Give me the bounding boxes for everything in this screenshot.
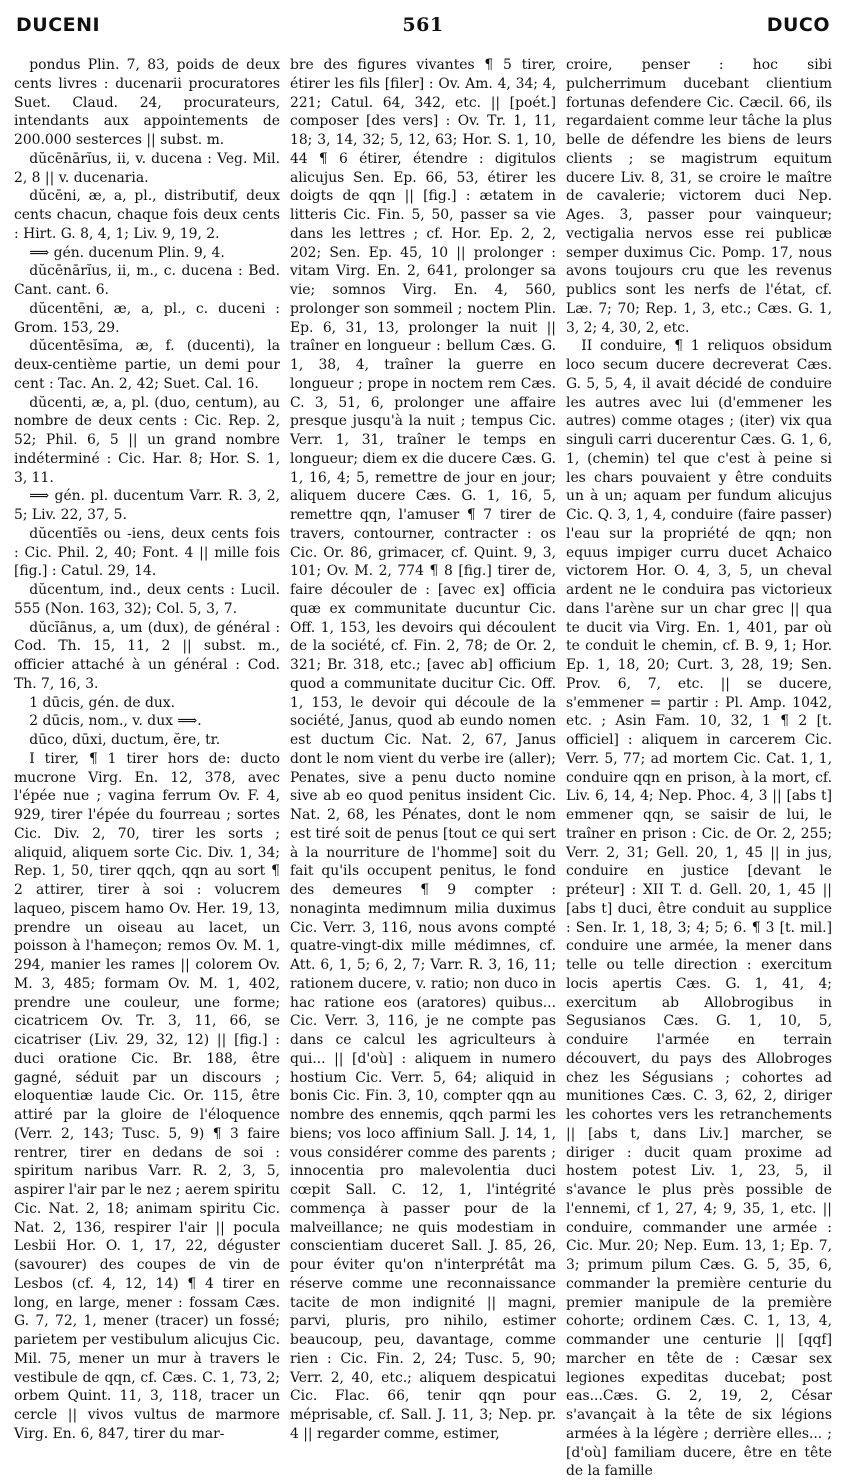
dictionary-entry: dŭcentēsĭma, æ, f. (ducenti), la deux-centième partie, un demi pour cent : Tac. An. 2, 42; Suet. Cal. 16.: [14, 338, 280, 392]
dictionary-entry: dŭcēni, æ, a, pl., distributif, deux cents chacun, chaque fois deux cents : Hirt. G. 8, 4, 1; Liv. 9, 19, 2.: [14, 188, 280, 242]
page-number: 561: [402, 14, 444, 36]
dictionary-entry: dŭcēnārĭus, ii, m., c. ducena : Bed. Cant. cant. 6.: [14, 263, 280, 298]
dictionary-entry: dŭcentĭēs ou -iens, deux cents fois : Cic. Phil. 2, 40; Font. 4 || mille fois [fig.] : Catul. 29, 14.: [14, 525, 280, 580]
dictionary-columns: [14, 56, 832, 1480]
dictionary-entry: ⟹ gén. pl. ducentum Varr. R. 3, 2, 5; Liv. 22, 37, 5.: [14, 488, 280, 523]
dictionary-entry: II conduire, ¶ 1 reliquos obsidum loco secum ducere decreverat Cæs. G. 5, 5, 4, il avait décidé de conduire les autres avec lui (d'emmener les autres) comme otages ; (iter) vix qua singuli carri ducerentur Cæs. G. 1, 6, 1, (chemin) tel que c'est à peine si les chars pouvaient y être conduits un à un; aquam per fundum alicujus Cic. Q. 3, 1, 4, conduire (faire passer) l'eau sur la propriété de qqn; non equus impiger curru ducet Achaico victorem Hor. O. 4, 3, 5, un cheval ardent ne le conduira pas victorieux dans l'arène sur un char grec || qua te ducit via Virg. En. 1, 401, par où te conduit le chemin, cf. B. 9, 1; Hor. Ep. 1, 18, 20; Curt. 3, 28, 19; Sen. Prov. 6, 7, etc. || se ducere, s'emmener = partir : Pl. Amp. 1042, etc. ; Asin Fam. 10, 32, 1 ¶ 2 [t. officiel] : aliquem in carcerem Cic. Verr. 5, 77; ad mortem Cic. Cat. 1, 1, conduire qqn en prison, à la mort, cf. Liv. 6, 14, 4; Nep. Phoc. 4, 3 || [abs t] emmener qqn, se saisir de lui, le traîner en prison : Cic. de Or. 2, 255; Verr. 2, 31; Gell. 20, 1, 45 || in jus, conduire en justice [devant le préteur] : XII T. d. Gell. 20, 1, 45 || [abs t] duci, être conduit au supplice : Sen. Ir. 1, 18, 3; 4; 5; 6. ¶ 3 [t. mil.] conduire une armée, la mener dans telle ou telle direction : exercitum locis apertis Cæs. G. 1, 41, 4; exercitum ab Allobrogibus in Segusianos Cæs. G. 1, 10, 5, conduire l'armée en terrain découvert, du pays des Allobroges chez les Ségusians ; cohortes ad munitiones Cæs. C. 3, 62, 2, diriger les cohortes vers les retranchements || [abs t, dans Liv.] marcher, se diriger : ducit quam proxime ad hostem potest Liv. 1, 23, 5, il s'avance le plus près possible de l'ennemi, cf 1, 27, 4; 9, 35, 1, etc. || conduire, commander une armée : Cic. Mur. 20; Nep. Eum. 13, 1; Ep. 7, 3; primum pilum Cæs. G. 5, 35, 6, commander la première centurie du premier manipule de la première cohorte; ordinem Cæs. C. 1, 13, 4, commander une centurie || [qqf] marcher en tête de : Cæsar sex legiones expeditas ducebat; post eas...Cæs. G. 2, 19, 2, César s'avançait à la tête de six légions armées à la légère ; derrière elles... ; [d'où] familiam ducere, être en tête de la famille: [566, 338, 832, 1480]
dictionary-entry: 2 dūcis, nom., v. dux ⟹.: [29, 713, 202, 730]
column-middle: [290, 56, 556, 1442]
dictionary-entry: dŭcenti, æ, a, pl. (duo, centum), au nombre de deux cents : Cic. Rep. 2, 52; Phil. 6, 5 || un grand nombre indéterminé : Cic. Har. 8; Hor. S. 1, 3, 11.: [14, 394, 280, 486]
column-right: [566, 56, 832, 1480]
dictionary-entry: dūco, dūxi, ductum, ĕre, tr.: [29, 732, 221, 748]
dictionary-entry: I tirer, ¶ 1 tirer hors de: ducto mucrone Virg. En. 12, 378, avec l'épée nue ; vagina ferrum Ov. F. 4, 929, tirer l'épée du fourreau ; sortes Cic. Div. 2, 70, tirer les sorts ; aliquid, aliquem sorte Cic. Div. 1, 34; Rep. 1, 50, tirer qqch, qqn au sort ¶ 2 attirer, tirer à soi : volucrem laqueo, piscem hamo Ov. Her. 19, 13, prendre un oiseau au lacet, un poisson à l'hameçon; remos Ov. M. 1, 294, manier les rames || colorem Ov. M. 3, 485; formam Ov. M. 1, 402, prendre une couleur, une forme; cicatricem Ov. Tr. 3, 11, 66, se cicatriser (Liv. 29, 32, 12) || [fig.] : duci oratione Cic. Br. 188, être gagné, séduit par un discours ; eloquentiæ laude Cic. Or. 115, être attiré par la gloire de l'éloquence (Verr. 2, 143; Tusc. 5, 9) ¶ 3 faire rentrer, tirer en dedans de soi : spiritum naribus Varr. R. 2, 3, 5, aspirer l'air par le nez ; aerem spiritu Cic. Nat. 2, 18; animam spiritu Cic. Nat. 2, 136, respirer l'air || pocula Lesbii Hor. O. 1, 17, 22, déguster (savourer) des coupes de vin de Lesbos (cf. 4, 12, 14) ¶ 4 tirer en long, en large, mener : fossam Cæs. G. 7, 72, 1, mener (tracer) un fossé; parietem per vestibulum alicujus Cic. Mil. 75, mener un mur à travers le vestibule de qqn, cf. Cæs. C. 1, 73, 2; orbem Quint. 11, 3, 118, tracer un cercle || vivos vultus de marmore Virg. En. 6, 847, tirer du mar-: [14, 750, 280, 1442]
running-header: [0, 14, 846, 48]
dictionary-entry: croire, penser : hoc sibi pulcherrimum ducebant clientium fortunas defendere Cic. Cæcil. 66, ils regardaient comme leur tâche la plus belle de défendre les biens de leurs clients ; se magistrum equitum ducere Liv. 8, 31, se croire le maître de cavalerie; victorem duci Nep. Ages. 3, passer pour vainqueur; vectigalia nervos esse rei publicæ semper duximus Cic. Pomp. 17, nous avons toujours cru que les revenus publics sont les nerfs de l'état, cf. Læ. 7; 70; Rep. 1, 3, etc.; Cæs. G. 1, 3, 2; 4, 30, 2, etc.: [566, 57, 832, 336]
header-left-guideword: DUCENI: [16, 14, 101, 36]
dictionary-entry: dŭcentēni, æ, a, pl., c. duceni : Grom. 153, 29.: [14, 300, 280, 336]
column-left: [14, 56, 280, 1442]
dictionary-entry: bre des figures vivantes ¶ 5 tirer, étirer les fils [filer] : Ov. Am. 4, 34; 4, 221; Catul. 64, 342, etc. || [poét.] composer [des vers] : Ov. Tr. 1, 11, 18; 3, 14, 32; 5, 12, 63; Hor. S. 1, 10, 44 ¶ 6 étirer, étendre : digitulos alicujus Sen. Ep. 66, 53, étirer les doigts de qqn || [fig.] : ætatem in litteris Cic. Fin. 5, 50, passer sa vie dans les lettres ; cf. Hor. Ep. 2, 2, 202; Sen. Ep. 45, 10 || prolonger : vitam Virg. En. 2, 641, prolonger sa vie; somnos Virg. En. 4, 560, prolonger son sommeil ; noctem Plin. Ep. 6, 31, 13, prolonger la nuit || traîner en longueur : bellum Cæs. G. 1, 38, 4, traîner la guerre en longueur ; prope in noctem rem Cæs. C. 3, 51, 6, prolonger une affaire presque jusqu'à la nuit ; tempus Cic. Verr. 1, 31, traîner le temps en longueur; diem ex die ducere Cæs. G. 1, 16, 4; 5, remettre de jour en jour; aliquem ducere Cæs. G. 1, 16, 5, remettre qqn, l'amuser ¶ 7 tirer de travers, contourner, contracter : os Cic. Or. 86, grimacer, cf. Quint. 9, 3, 101; Ov. M. 2, 774 ¶ 8 [fig.] tirer de, faire découler de : [avec ex] officia quæ ex communitate ducuntur Cic. Off. 1, 153, les devoirs qui découlent de la société, cf. Fin. 2, 78; de Or. 2, 321; Br. 318, etc.; [avec ab] officium quod a communitate ducitur Cic. Off. 1, 153, le devoir qui découle de la société, Janus, quod ab eundo nomen est ductum Cic. Nat. 2, 67, Janus dont le nom vient du verbe ire (aller); Penates, sive a penu ducto nomine sive ab eo quod penitus insident Cic. Nat. 2, 68, les Pénates, dont le nom est tiré soit de penus [tout ce qui sert à la nourriture de l'homme] soit du fait qu'ils occupent penitus, le fond des demeures ¶ 9 compter : nonaginta medimnum milia duximus Cic. Verr. 3, 116, nous avons compté quatre-vingt-dix mille médimnes, cf. Att. 6, 1, 5; 6, 2, 7; Varr. R. 3, 16, 11; rationem ducere, v. ratio; non duco in hac ratione eos (aratores) quibus... Cic. Verr. 3, 116, je ne compte pas dans ce calcul les agriculteurs à qui... || [d'où] : aliquem in numero hostium Cic. Verr. 5, 64; aliquid in bonis Cic. Fin. 3, 10, compter qqn au nombre des ennemis, qqch parmi les biens; vos loco affinium Sall. J. 14, 1, vous considérer comme des parents ; innocentia pro malevolentia duci cœpit Sall. C. 12, 1, l'intégrité commença à passer pour de la malveillance; ne quis modestiam in conscientiam duceret Sall. J. 85, 26, pour éviter qu'on n'interprétât ma réserve comme une reconnaissance tacite de mon indignité || magni, parvi, pluris, pro nihilo, estimer beaucoup, peu, davantage, comme rien : Cic. Fin. 2, 24; Tusc. 5, 90; Verr. 2, 40, etc.; aliquem despicatui Cic. Flac. 66, tenir qqn pour méprisable, cf. Sall. J. 11, 3; Nep. pr. 4 || regarder comme, estimer,: [290, 57, 556, 1442]
dictionary-entry: 1 dūcis, gén. de dux.: [29, 694, 176, 711]
dictionary-entry: dŭcentum, ind., deux cents : Lucil. 555 (Non. 163, 32); Col. 5, 3, 7.: [14, 582, 280, 617]
dictionary-entry: ⟹ gén. ducenum Plin. 9, 4.: [29, 244, 225, 261]
dictionary-entry: dŭcēnārĭus, ii, v. ducena : Veg. Mil. 2, 8 || v. ducenaria.: [14, 150, 280, 186]
dictionary-entry: pondus Plin. 7, 83, poids de deux cents livres : ducenarii procuratores Suet. Claud. 24, procurateurs, intendants aux appointements de 200.000 sesterces || subst. m.: [14, 57, 280, 148]
dictionary-entry: dŭcĭānus, a, um (dux), de général : Cod. Th. 15, 11, 2 || subst. m., officier attaché à un général : Cod. Th. 7, 16, 3.: [14, 619, 280, 692]
header-right-guideword: DUCO: [766, 14, 830, 36]
